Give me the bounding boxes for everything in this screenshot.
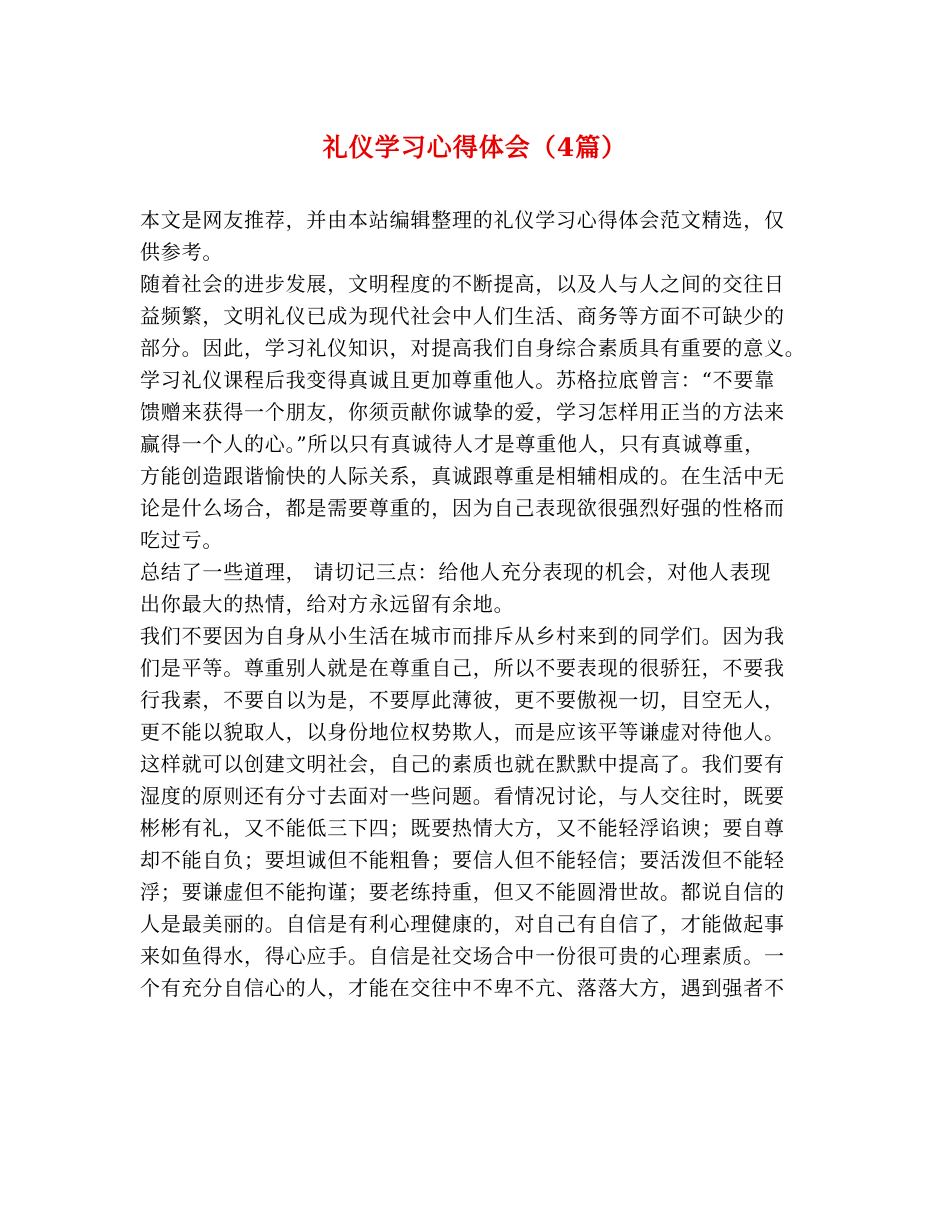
text-line: 吃过亏。 xyxy=(140,528,224,552)
text-line: 随着社会的进步发展，文明程度的不断提高，以及人与人之间的交往日 xyxy=(140,272,785,296)
text-line: 论是什么场合，都是需要尊重的，因为自己表现欲很强烈好强的性格而 xyxy=(140,496,785,520)
text-line: 供参考。 xyxy=(140,240,224,264)
text-line: 这样就可以创建文明社会，自己的素质也就在默默中提高了。我们要有 xyxy=(140,752,785,776)
text-line: 人是最美丽的。自信是有利心理健康的，对自己有自信了，才能做起事 xyxy=(140,912,785,936)
text-line: 彬彬有礼，又不能低三下四；既要热情大方，又不能轻浮谄谀；要自尊 xyxy=(140,816,785,840)
text-line: 益频繁，文明礼仪已成为现代社会中人们生活、商务等方面不可缺少的 xyxy=(140,304,785,328)
text-line: 来如鱼得水，得心应手。自信是社交场合中一份很可贵的心理素质。一 xyxy=(140,944,785,968)
text-line: 行我素，不要自以为是，不要厚此薄彼，更不要傲视一切，目空无人， xyxy=(140,688,785,712)
document-body xyxy=(140,204,820,1004)
document-title: 礼仪学习心得体会（4篇） xyxy=(322,133,628,162)
text-line: 湿度的原则还有分寸去面对一些问题。看情况讨论，与人交往时，既要 xyxy=(140,784,785,808)
text-line: 个有充分自信心的人，才能在交往中不卑不亢、落落大方，遇到强者不 xyxy=(140,976,785,1000)
text-line: 出你最大的热情，给对方永远留有余地。 xyxy=(140,592,515,616)
text-line: 本文是网友推荐，并由本站编辑整理的礼仪学习心得体会范文精选，仅 xyxy=(140,208,785,232)
text-line: 更不能以貌取人，以身份地位权势欺人，而是应该平等谦虚对待他人。 xyxy=(140,720,785,744)
text-line: 却不能自负；要坦诚但不能粗鲁；要信人但不能轻信；要活泼但不能轻 xyxy=(140,848,785,872)
text-line: 方能创造跟谐愉快的人际关系，真诚跟尊重是相辅相成的。在生活中无 xyxy=(140,464,785,488)
text-line: 馈赠来获得一个朋友，你须贡献你诚挚的爱，学习怎样用正当的方法来 xyxy=(140,400,785,424)
text-line: 我们不要因为自身从小生活在城市而排斥从乡村来到的同学们。因为我 xyxy=(140,624,785,648)
text-line: 们是平等。尊重别人就是在尊重自己，所以不要表现的很骄狂，不要我 xyxy=(140,656,785,680)
text-line: 部分。因此，学习礼仪知识，对提高我们自身综合素质具有重要的意义。 xyxy=(140,336,806,360)
text-line: 赢得一个人的心。”所以只有真诚待人才是尊重他人，只有真诚尊重， xyxy=(140,432,766,456)
text-line: 浮；要谦虚但不能拘谨；要老练持重，但又不能圆滑世故。都说自信的 xyxy=(140,880,785,904)
text-line: 总结了一些道理， 请切记三点：给他人充分表现的机会，对他人表现 xyxy=(140,560,772,584)
text-line: 学习礼仪课程后我变得真诚且更加尊重他人。苏格拉底曾言：“不要靠 xyxy=(140,368,776,392)
